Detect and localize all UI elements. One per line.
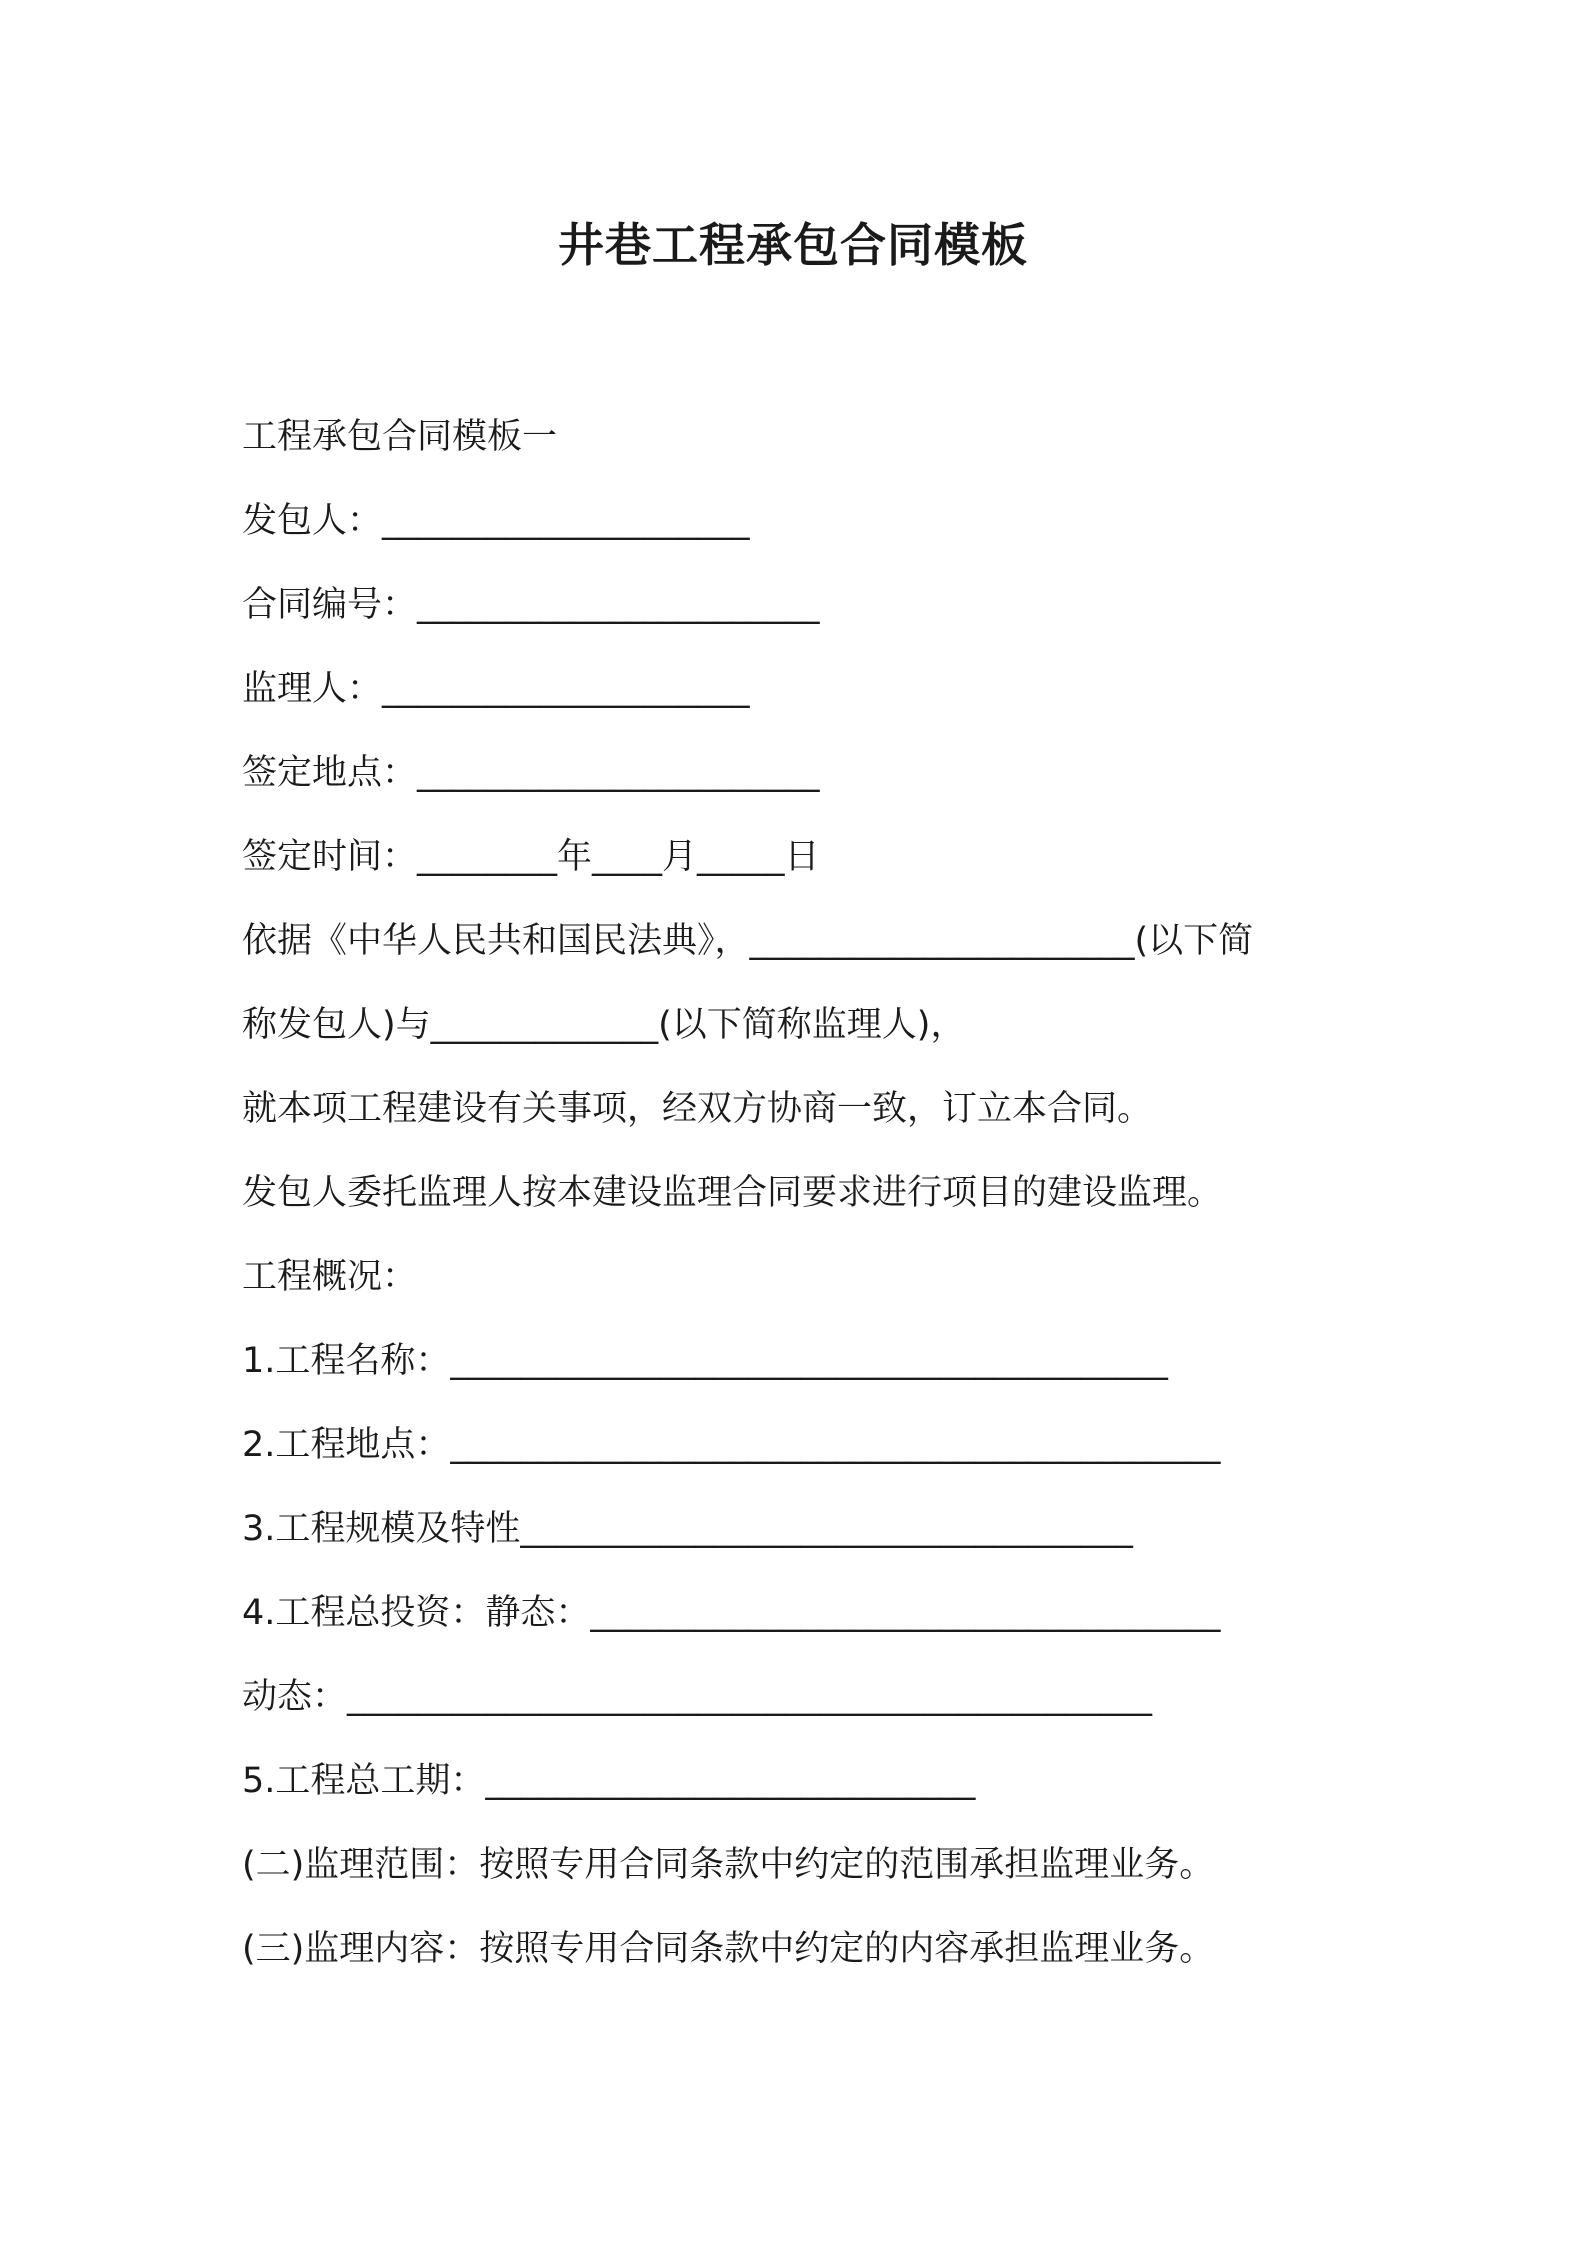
document-title: 井巷工程承包合同模板 <box>558 218 1028 272</box>
signing-place-field: 签定地点：_______________________ <box>242 753 820 793</box>
project-scale-field: 3.工程规模及特性___________________________________ <box>242 1509 1133 1549</box>
dynamic-investment-field: 动态：______________________________________________ <box>242 1677 1153 1717</box>
supervisor-field: 监理人：_____________________ <box>242 669 750 709</box>
contract-number-field: 合同编号：_______________________ <box>242 585 820 625</box>
project-name-field: 1.工程名称：_________________________________________ <box>242 1341 1168 1381</box>
body-paragraph-line: 依据《中华人民共和国民法典》，______________________(以下简 <box>242 921 1254 961</box>
body-paragraph-line: 就本项工程建设有关事项，经双方协商一致，订立本合同。 <box>242 1089 1153 1129</box>
static-investment-field: 4.工程总投资：静态：____________________________________ <box>242 1593 1221 1633</box>
body-paragraph-line: 发包人委托监理人按本建设监理合同要求进行项目的建设监理。 <box>242 1173 1223 1213</box>
project-duration-field: 5.工程总工期：____________________________ <box>242 1761 976 1801</box>
contractor-field: 发包人：_____________________ <box>242 501 750 541</box>
project-overview-heading: 工程概况： <box>242 1257 418 1297</box>
supervision-scope-line: (二)监理范围：按照专用合同条款中约定的范围承担监理业务。 <box>242 1845 1215 1885</box>
project-location-field: 2.工程地点：____________________________________________ <box>242 1425 1221 1465</box>
section-heading: 工程承包合同模板一 <box>242 417 558 457</box>
body-paragraph-line: 称发包人)与_____________(以下简称监理人)， <box>242 1005 966 1045</box>
supervision-content-line: (三)监理内容：按照专用合同条款中约定的内容承担监理业务。 <box>242 1929 1215 1969</box>
signing-date-field: 签定时间：________年____月_____日 <box>242 837 820 877</box>
